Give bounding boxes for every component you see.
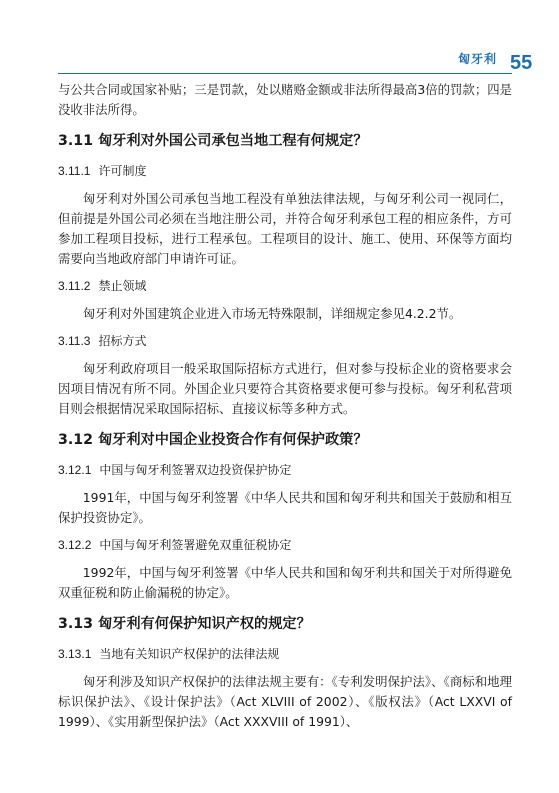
subsection-title: 中国与匈牙利签署双边投资保护协定	[99, 463, 292, 477]
subsection-number: 3.12.2	[58, 538, 92, 552]
section-3-11-heading: 3.11 匈牙利对外国公司承包当地工程有何规定？	[58, 133, 368, 149]
subsection-3-11-3-heading	[58, 332, 512, 350]
running-header-country: 匈牙利	[458, 52, 498, 66]
subsection-3-11-2-heading	[58, 277, 512, 295]
subsection-number: 3.11.1	[58, 164, 91, 178]
intro-paragraph: 与公共合同或国家补贴；三是罚款，处以赌赂金额或非法所得最高3倍的罚款；四是没收非法所得。	[58, 82, 512, 117]
subsection-3-12-1-heading	[58, 461, 512, 479]
page-body	[58, 80, 512, 732]
subsection-title: 招标方式	[98, 334, 147, 348]
subsection-number: 3.11.3	[58, 334, 91, 348]
subsection-number: 3.12.1	[58, 463, 92, 477]
subsection-title: 中国与匈牙利签署避免双重征税协定	[99, 538, 292, 552]
paragraph-3-12-2: 1992年，中国与匈牙利签署《中华人民共和国和匈牙利共和国关于对所得避免双重征税和防止偷漏税的协定》。	[58, 565, 512, 600]
subsection-title: 禁止领域	[98, 279, 147, 293]
paragraph-3-11-3: 匈牙利政府项目一般采取国际招标方式进行，但对参与投标企业的资格要求会因项目情况有所不同。外国企业只要符合其资格要求便可参与投标。匈牙利私营项目则会根据情况采取国际招标、直接议标等多种方式。	[58, 361, 512, 416]
paragraph-3-12-1: 1991年，中国与匈牙利签署《中华人民共和国和匈牙利共和国关于鼓励和相互保护投资协定》。	[58, 490, 512, 525]
section-3-13-heading: 3.13 匈牙利有何保护知识产权的规定？	[58, 616, 311, 632]
subsection-number: 3.11.2	[58, 279, 91, 293]
page-number: 55	[510, 52, 533, 74]
subsection-title: 当地有关知识产权保护的法律法规	[99, 647, 280, 661]
header-rule	[58, 73, 512, 74]
subsection-3-12-2-heading	[58, 536, 512, 554]
paragraph-3-11-2: 匈牙利对外国建筑企业进入市场无特殊限制，详细规定参见4.2.2节。	[82, 306, 462, 321]
subsection-3-11-1-heading	[58, 162, 512, 180]
subsection-title: 许可制度	[98, 164, 147, 178]
subsection-number: 3.13.1	[58, 647, 92, 661]
section-3-12-heading: 3.12 匈牙利对中国企业投资合作有何保护政策？	[58, 432, 368, 448]
paragraph-3-13-1: 匈牙利涉及知识产权保护的法律法规主要有：《专利发明保护法》、《商标和地理标识保护法》、《设计保护法》（Act XLVIII of 2002）、《版权法》（Act LXXVI of 1999）、《实用新型保护法》（Act XXXVIII of 1991）、	[58, 674, 512, 729]
paragraph-3-11-1: 匈牙利对外国公司承包当地工程没有单独法律法规，与匈牙利公司一视同仁，但前提是外国公司必须在当地注册公司，并符合匈牙利承包工程的相应条件，方可参加工程项目投标，进行工程承包。工程项目的设计、施工、使用、环保等方面均需要向当地政府部门申请许可证。	[58, 191, 512, 266]
subsection-3-13-1-heading	[58, 645, 512, 663]
